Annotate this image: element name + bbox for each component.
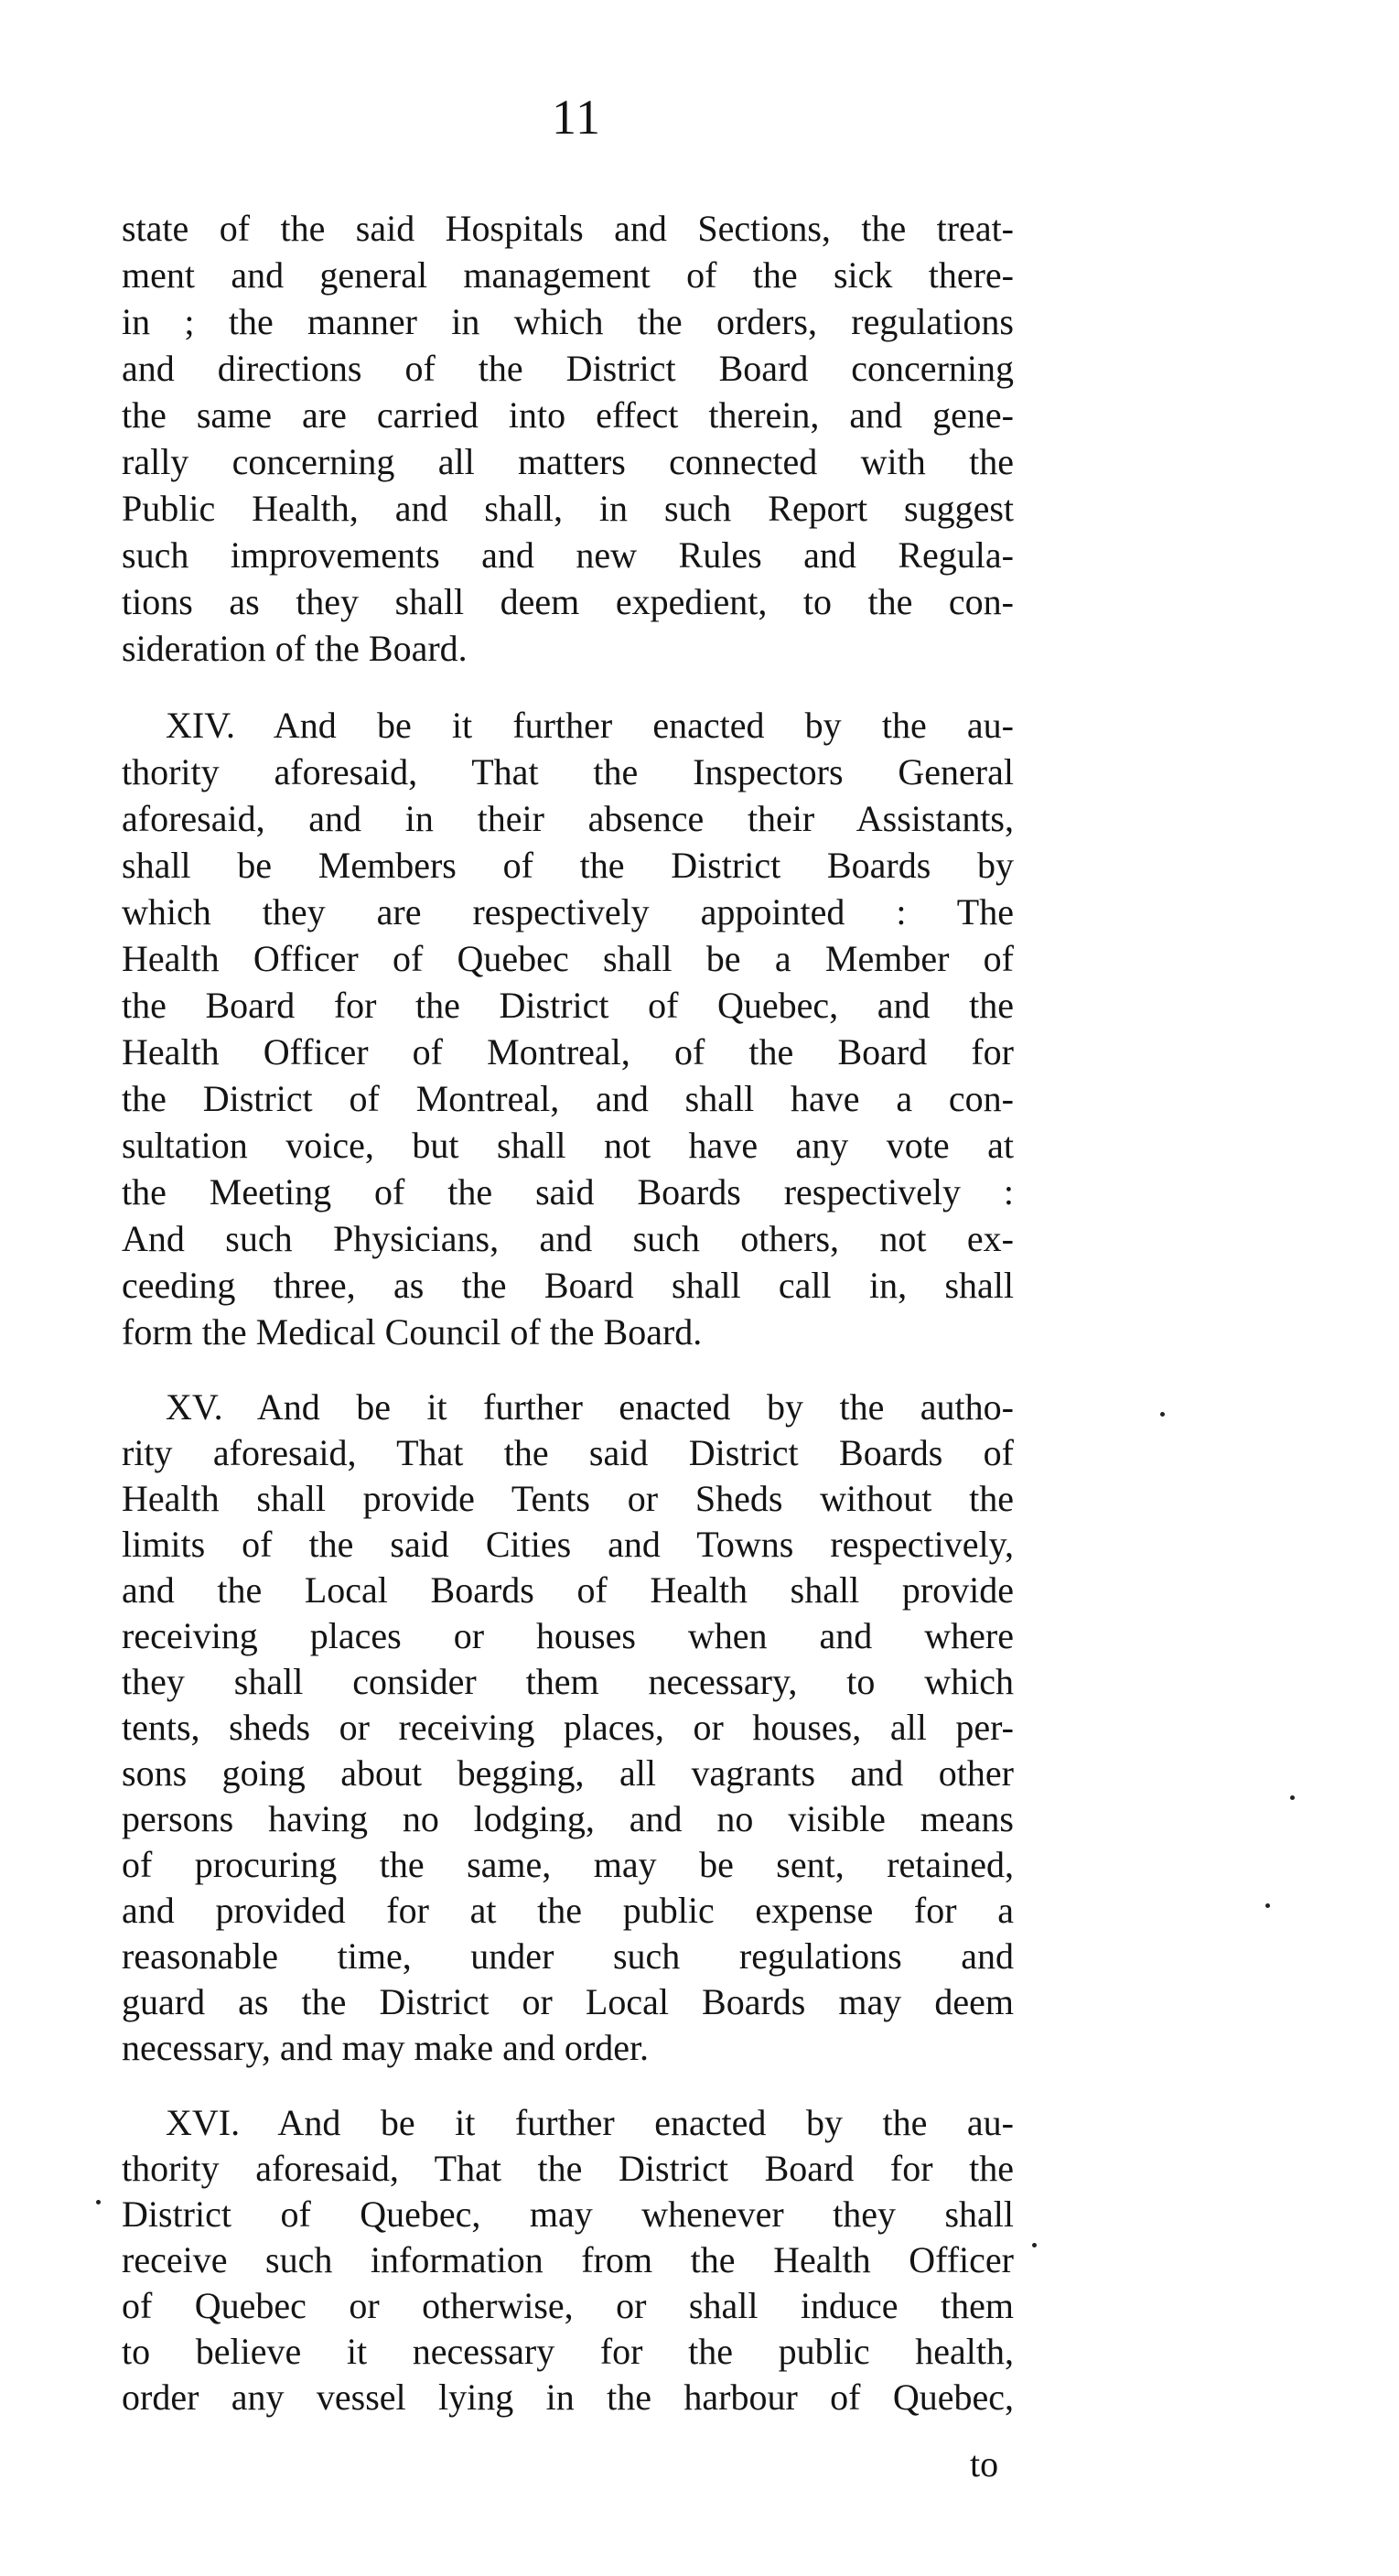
ink-speck xyxy=(1032,2243,1037,2247)
text-line: sideration of the Board. xyxy=(122,628,468,669)
text-line: XVI. And be it further enacted by the au- xyxy=(166,2102,1014,2143)
text-line: and provided for at the public expense for a xyxy=(122,1890,1014,1931)
text-line: of Quebec or otherwise, or shall induce them xyxy=(122,2285,1014,2326)
text-line: thority aforesaid, That the Inspectors General xyxy=(122,751,1014,792)
text-line: the District of Montreal, and shall have a con- xyxy=(122,1078,1014,1119)
page-number: 11 xyxy=(552,90,601,145)
text-line: reasonable time, under such regulations and xyxy=(122,1935,1014,1977)
text-line: which they are respectively appointed : The xyxy=(122,891,1014,932)
ink-speck xyxy=(1160,1412,1165,1417)
text-line: necessary, and may make and order. xyxy=(122,2027,650,2068)
ink-speck xyxy=(96,2200,101,2204)
text-line: sons going about begging, all vagrants and other xyxy=(122,1752,1014,1794)
text-line: limits of the said Cities and Towns respectively, xyxy=(122,1524,1014,1565)
text-line: the Board for the District of Quebec, and the xyxy=(122,985,1014,1026)
text-line: of procuring the same, may be sent, retained, xyxy=(122,1844,1014,1885)
text-line: the Meeting of the said Boards respectively : xyxy=(122,1171,1014,1213)
catchword: to xyxy=(970,2443,999,2484)
text-line: and the Local Boards of Health shall provide xyxy=(122,1569,1014,1611)
text-line: sultation voice, but shall not have any vote at xyxy=(122,1125,1014,1166)
text-line: form the Medical Council of the Board. xyxy=(122,1311,703,1353)
text-line: to believe it necessary for the public health, xyxy=(122,2331,1014,2372)
text-line: and directions of the District Board concerning xyxy=(122,348,1014,389)
text-line: Health Officer of Quebec shall be a Member of xyxy=(122,938,1014,979)
text-line: receiving places or houses when and where xyxy=(122,1615,1014,1656)
text-line: rity aforesaid, That the said District Boards of xyxy=(122,1432,1014,1473)
text-line: rally concerning all matters connected with the xyxy=(122,441,1014,482)
text-line: persons having no lodging, and no visible means xyxy=(122,1798,1014,1839)
text-line: they shall consider them necessary, to which xyxy=(122,1661,1014,1702)
text-line: ceeding three, as the Board shall call in, shall xyxy=(122,1265,1014,1306)
text-line: order any vessel lying in the harbour of Quebec, xyxy=(122,2377,1014,2418)
text-line: receive such information from the Health Officer xyxy=(122,2239,1014,2280)
ink-speck xyxy=(1290,1795,1295,1800)
text-line: District of Quebec, may whenever they shall xyxy=(122,2193,1014,2235)
text-line: And such Physicians, and such others, not ex- xyxy=(122,1218,1014,1259)
text-line: thority aforesaid, That the District Board for the xyxy=(122,2148,1014,2189)
text-line: in ; the manner in which the orders, regulations xyxy=(122,301,1014,342)
text-line: shall be Members of the District Boards by xyxy=(122,845,1014,886)
text-line: tents, sheds or receiving places, or houses, all per- xyxy=(122,1707,1014,1748)
text-line: such improvements and new Rules and Regula- xyxy=(122,534,1014,576)
text-line: state of the said Hospitals and Sections, the treat- xyxy=(122,208,1014,249)
text-line: guard as the District or Local Boards may deem xyxy=(122,1981,1014,2022)
text-line: ment and general management of the sick there- xyxy=(122,254,1014,296)
text-line: aforesaid, and in their absence their Assistants, xyxy=(122,798,1014,839)
text-line: Public Health, and shall, in such Report suggest xyxy=(122,488,1014,529)
text-line: Health Officer of Montreal, of the Board for xyxy=(122,1031,1014,1072)
ink-speck xyxy=(1265,1903,1270,1908)
text-line: XV. And be it further enacted by the autho- xyxy=(166,1386,1014,1428)
text-line: the same are carried into effect therein, and gene- xyxy=(122,394,1014,436)
text-line: tions as they shall deem expedient, to the con- xyxy=(122,581,1014,622)
text-line: Health shall provide Tents or Sheds without the xyxy=(122,1478,1014,1519)
text-line: XIV. And be it further enacted by the au- xyxy=(166,705,1014,746)
